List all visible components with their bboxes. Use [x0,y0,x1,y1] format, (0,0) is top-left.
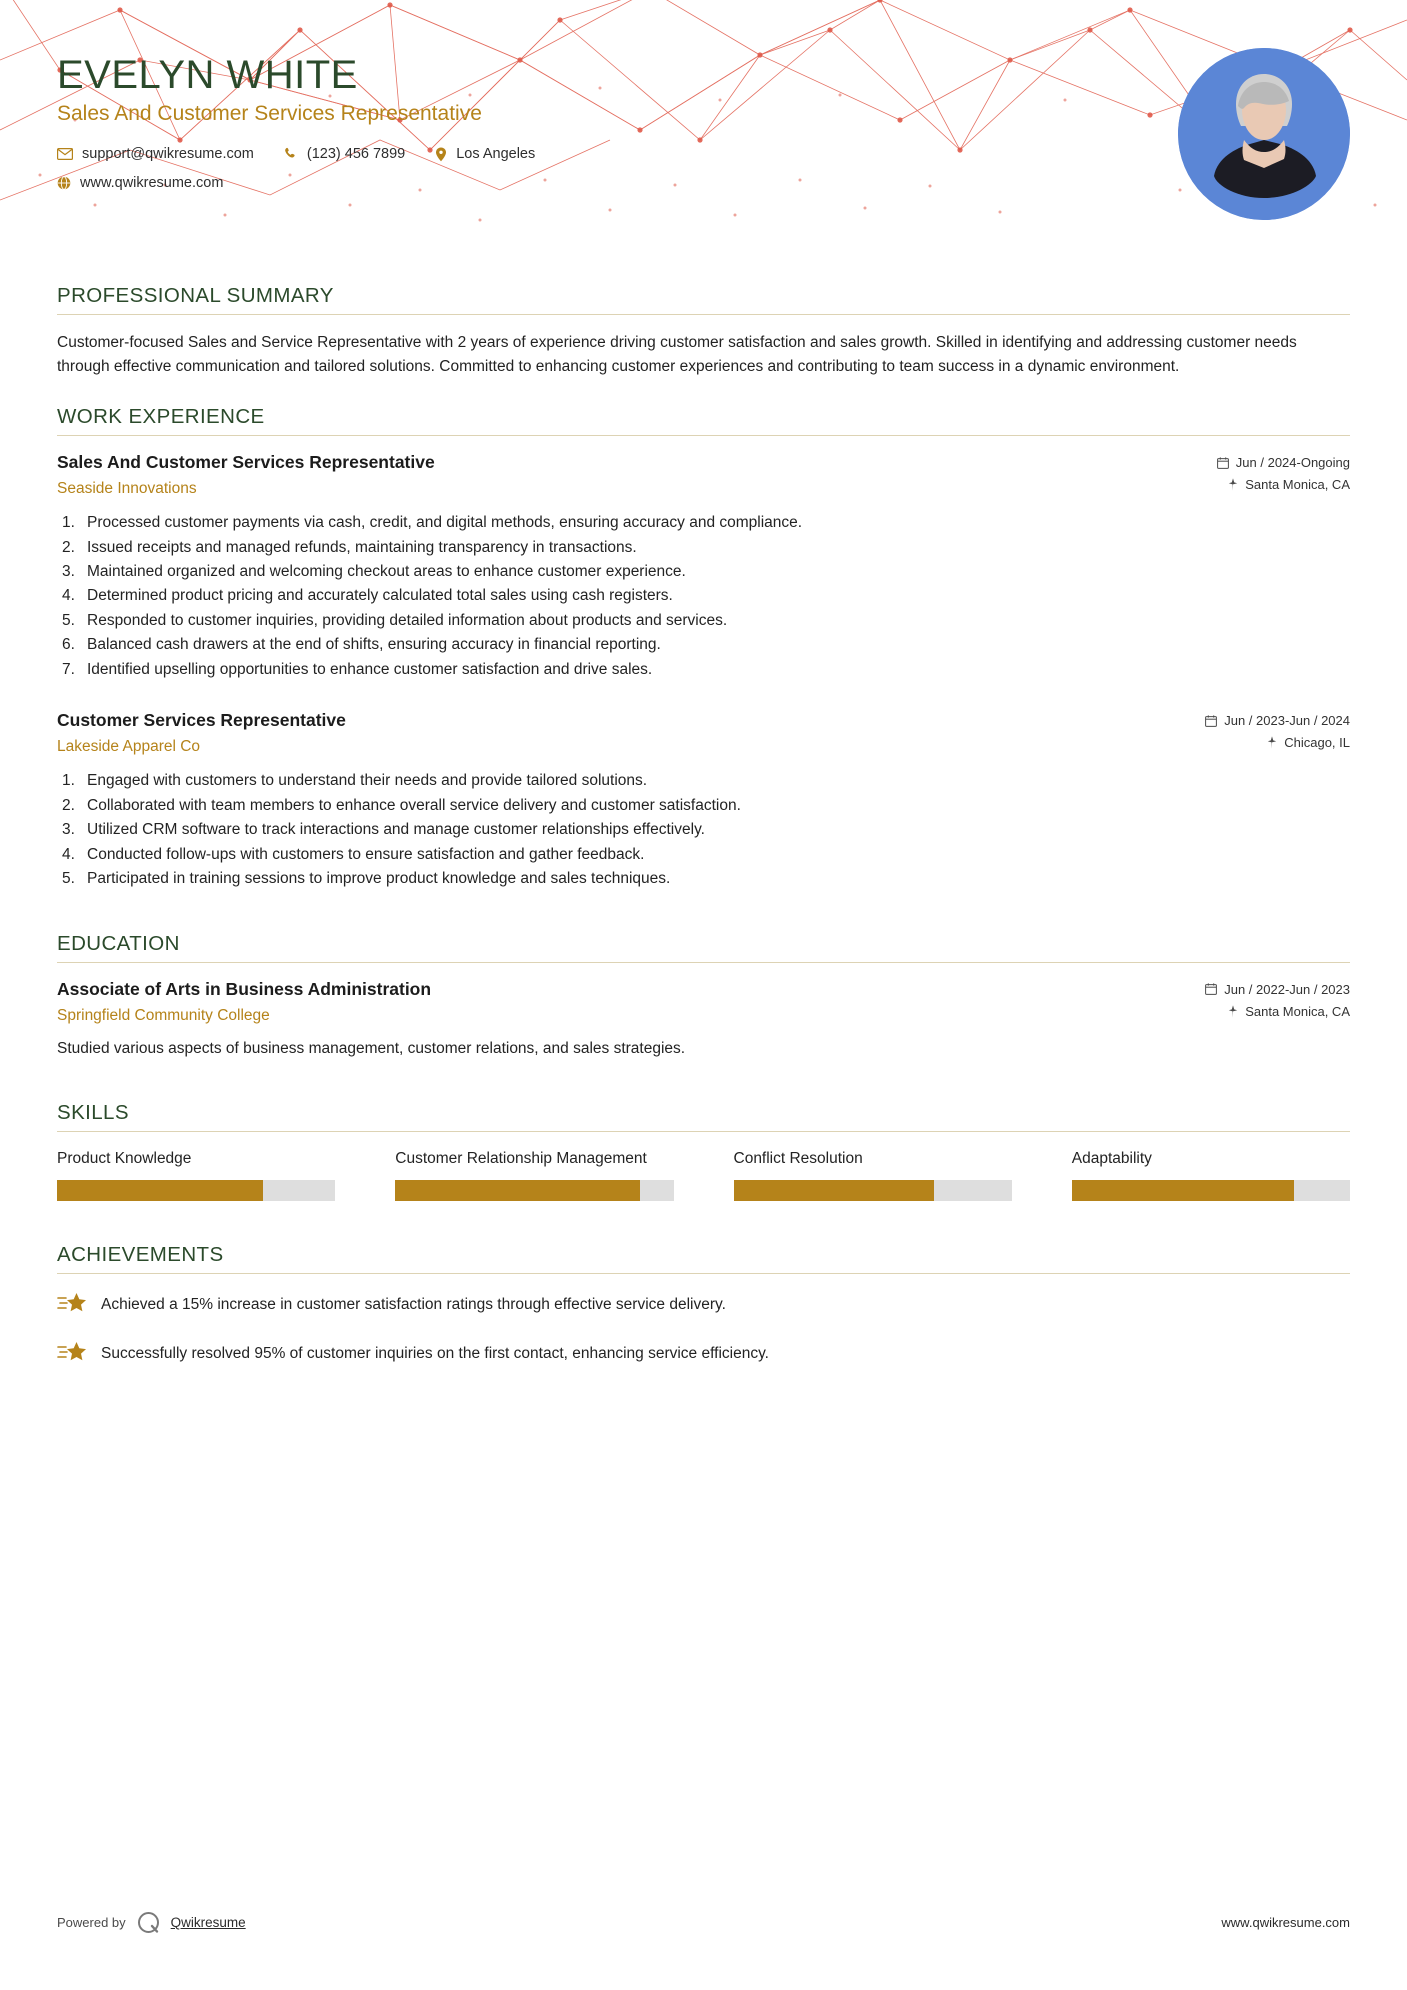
education-dates [1205,982,1350,997]
contact-email-text: support@qwikresume.com [82,146,254,162]
list-item: 4. Conducted follow-ups with customers to ensure satisfaction and gather feedback. [62,845,645,863]
education-school: Springfield Community College [57,1006,270,1024]
list-item: 4. Determined product pricing and accurately calculated total sales using cash registers. [62,587,673,605]
star-award-icon [57,1339,87,1370]
list-item: 5. Responded to customer inquiries, providing detailed information about products and services. [62,611,728,629]
page-footer [57,1910,1350,1935]
candidate-name: EVELYN WHITE [57,53,358,97]
work-bullets [57,769,1350,891]
footer-url[interactable]: www.qwikresume.com [1221,1915,1350,1930]
list-item: 7. Identified upselling opportunities to enhance customer satisfaction and drive sales. [62,660,653,678]
resume-header [0,0,1407,258]
calendar-icon [1205,715,1217,727]
skill-progress-bar [734,1180,1012,1201]
map-pin-icon [1267,736,1277,749]
work-location-text: Chicago, IL [1284,735,1350,751]
contact-website-text: www.qwikresume.com [80,175,224,191]
section-professional-summary [57,284,1350,379]
phone-icon [284,147,298,161]
contact-email[interactable] [57,146,254,162]
contact-row-primary [57,146,1350,162]
work-location [1205,735,1350,750]
work-dates [1217,455,1350,470]
section-divider [57,435,1350,436]
contact-location-text: Los Angeles [456,146,536,162]
list-item: 3. Utilized CRM software to track interactions and manage customer relationships effectively. [62,821,705,839]
location-pin-icon [435,147,447,162]
section-title-work: WORK EXPERIENCE [57,405,265,429]
section-education [57,932,1350,1061]
education-location-text: Santa Monica, CA [1245,1003,1350,1019]
work-company: Lakeside Apparel Co [57,738,201,756]
list-item: 1. Engaged with customers to understand their needs and provide tailored solutions. [62,772,648,790]
skill-item [1072,1148,1350,1201]
skill-item [734,1148,1012,1201]
work-dates-text: Jun / 2024-Ongoing [1235,455,1350,471]
skill-label: Adaptability [1071,1149,1152,1167]
skill-label: Product Knowledge [57,1149,192,1167]
skill-item [395,1148,673,1201]
calendar-icon [1217,457,1229,469]
contact-location [435,146,535,162]
achievement-item [57,1290,1350,1321]
section-divider [57,314,1350,315]
work-entry [57,452,1350,682]
skills-grid [57,1148,1350,1201]
list-item: 5. Participated in training sessions to improve product knowledge and sales techniques. [62,870,671,888]
work-dates [1205,713,1350,728]
section-divider [57,962,1350,963]
skill-item [57,1148,335,1201]
qwikresume-brand-link[interactable]: Qwikresume [170,1915,246,1930]
contact-website[interactable] [57,175,223,191]
section-title-education: EDUCATION [57,931,180,955]
section-divider [57,1273,1350,1274]
skill-progress-bar [1072,1180,1350,1201]
section-title-achievements: ACHIEVEMENTS [57,1242,224,1266]
section-work-experience [57,405,1350,892]
work-role: Customer Services Representative [57,710,346,731]
work-dates-text: Jun / 2023-Jun / 2024 [1224,713,1350,729]
work-location-text: Santa Monica, CA [1245,477,1350,493]
list-item: 2. Collaborated with team members to enhance overall service delivery and customer satisfaction. [62,796,741,814]
section-divider [57,1131,1350,1132]
list-item: 2. Issued receipts and managed refunds, maintaining transparency in transactions. [62,538,637,556]
skill-label: Customer Relationship Management [395,1149,647,1167]
skill-progress-bar [57,1180,335,1201]
section-skills [57,1101,1350,1201]
education-degree: Associate of Arts in Business Administration [57,978,432,999]
summary-text: Customer-focused Sales and Service Representative with 2 years of experience driving customer satisfaction and sales growth. Skilled in identifying and addressing customer needs through effective communication and tailored solutions. Committed to enhancing customer experiences and contributing to team success in a dynamic environment. [57,334,1297,376]
calendar-icon [1205,983,1217,995]
star-award-icon [57,1290,87,1321]
list-item: 3. Maintained organized and welcoming checkout areas to enhance customer experience. [62,563,686,580]
work-entry [57,710,1350,891]
work-bullets [57,511,1350,682]
work-company: Seaside Innovations [57,480,197,498]
powered-by-label: Powered by [57,1915,126,1930]
skill-progress-bar [395,1180,673,1201]
achievement-text: Achieved a 15% increase in customer satisfaction ratings through effective service delivery. [101,1295,726,1313]
contact-phone[interactable] [284,146,405,162]
email-icon [57,148,73,160]
qwikresume-logo-icon [136,1910,161,1935]
candidate-job-title: Sales And Customer Services Representative [57,102,482,125]
section-title-summary: PROFESSIONAL SUMMARY [57,284,334,307]
achievement-text: Successfully resolved 95% of customer inquiries on the first contact, enhancing service efficiency. [101,1344,769,1362]
avatar [1178,48,1350,220]
contact-row-secondary [57,175,1350,191]
globe-icon [57,176,71,190]
map-pin-icon [1228,478,1238,491]
work-role: Sales And Customer Services Representative [57,452,435,473]
work-location [1217,477,1350,492]
list-item: 1. Processed customer payments via cash, credit, and digital methods, ensuring accuracy and compliance. [62,514,803,532]
section-title-skills: SKILLS [57,1100,129,1124]
skill-label: Conflict Resolution [733,1149,863,1167]
contact-phone-text: (123) 456 7899 [306,146,406,162]
list-item: 6. Balanced cash drawers at the end of shifts, ensuring accuracy in financial reporting. [62,636,661,654]
education-entry [57,979,1350,1061]
education-location [1205,1004,1350,1019]
achievement-item [57,1339,1350,1370]
section-achievements [57,1243,1350,1370]
education-dates-text: Jun / 2022-Jun / 2023 [1224,981,1350,997]
education-description: Studied various aspects of business management, customer relations, and sales strategies. [57,1039,686,1057]
map-pin-icon [1228,1005,1238,1018]
